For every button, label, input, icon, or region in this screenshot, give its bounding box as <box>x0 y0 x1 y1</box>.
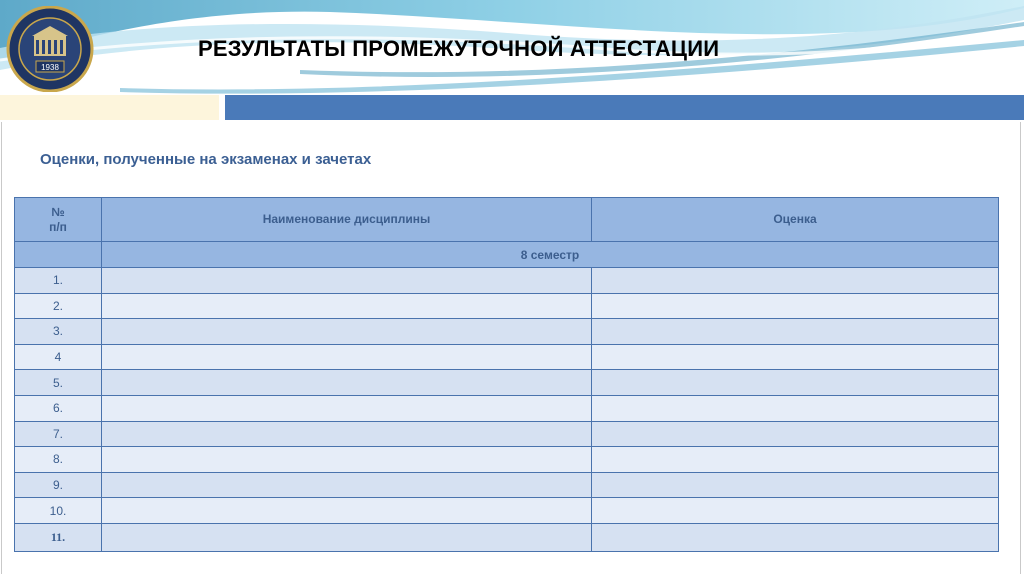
slide-title: РЕЗУЛЬТАТЫ ПРОМЕЖУТОЧНОЙ АТТЕСТАЦИИ <box>198 36 720 61</box>
section-subtitle: Оценки, полученные на экзаменах и зачетах <box>40 151 372 168</box>
logo-year: 1938 <box>41 63 59 72</box>
row-number: 7. <box>15 421 102 447</box>
discipline-cell[interactable] <box>102 293 592 319</box>
band-left <box>0 95 219 120</box>
header-number: № п/п <box>15 198 102 242</box>
discipline-cell[interactable] <box>102 344 592 370</box>
grade-cell[interactable] <box>592 319 999 345</box>
row-number: 2. <box>15 293 102 319</box>
grade-cell[interactable] <box>592 447 999 473</box>
grade-cell[interactable] <box>592 523 999 551</box>
table-row <box>15 472 999 498</box>
semester-number-cell <box>15 242 102 268</box>
grade-cell[interactable] <box>592 293 999 319</box>
discipline-cell[interactable] <box>102 395 592 421</box>
table-row <box>15 370 999 396</box>
grade-cell[interactable] <box>592 344 999 370</box>
university-emblem-icon <box>6 6 94 92</box>
row-number: 10. <box>15 498 102 524</box>
row-number: 3. <box>15 319 102 345</box>
discipline-cell[interactable] <box>102 472 592 498</box>
table-row <box>15 268 999 294</box>
table-row <box>15 498 999 524</box>
grade-cell[interactable] <box>592 421 999 447</box>
row-number: 5. <box>15 370 102 396</box>
table-row <box>15 344 999 370</box>
band-right <box>225 95 1024 120</box>
table-row <box>15 319 999 345</box>
discipline-cell[interactable] <box>102 319 592 345</box>
row-number: 1. <box>15 268 102 294</box>
row-number: 8. <box>15 447 102 473</box>
table-row <box>15 395 999 421</box>
row-number: 11. <box>15 523 102 551</box>
discipline-cell[interactable] <box>102 370 592 396</box>
row-number: 4 <box>15 344 102 370</box>
header-grade: Оценка <box>592 198 999 242</box>
grade-cell[interactable] <box>592 268 999 294</box>
header-discipline: Наименование дисциплины <box>102 198 592 242</box>
discipline-cell[interactable] <box>102 523 592 551</box>
discipline-cell[interactable] <box>102 447 592 473</box>
table-row <box>15 421 999 447</box>
row-number: 6. <box>15 395 102 421</box>
discipline-cell[interactable] <box>102 498 592 524</box>
table-row <box>15 447 999 473</box>
grade-cell[interactable] <box>592 370 999 396</box>
table-row <box>15 293 999 319</box>
grade-cell[interactable] <box>592 498 999 524</box>
row-number: 9. <box>15 472 102 498</box>
table-row <box>15 523 999 551</box>
grades-table <box>14 197 999 552</box>
semester-label: 8 семестр <box>102 242 999 268</box>
grade-cell[interactable] <box>592 395 999 421</box>
discipline-cell[interactable] <box>102 268 592 294</box>
semester-row <box>15 242 999 268</box>
discipline-cell[interactable] <box>102 421 592 447</box>
table-header-row <box>15 198 999 242</box>
grade-cell[interactable] <box>592 472 999 498</box>
